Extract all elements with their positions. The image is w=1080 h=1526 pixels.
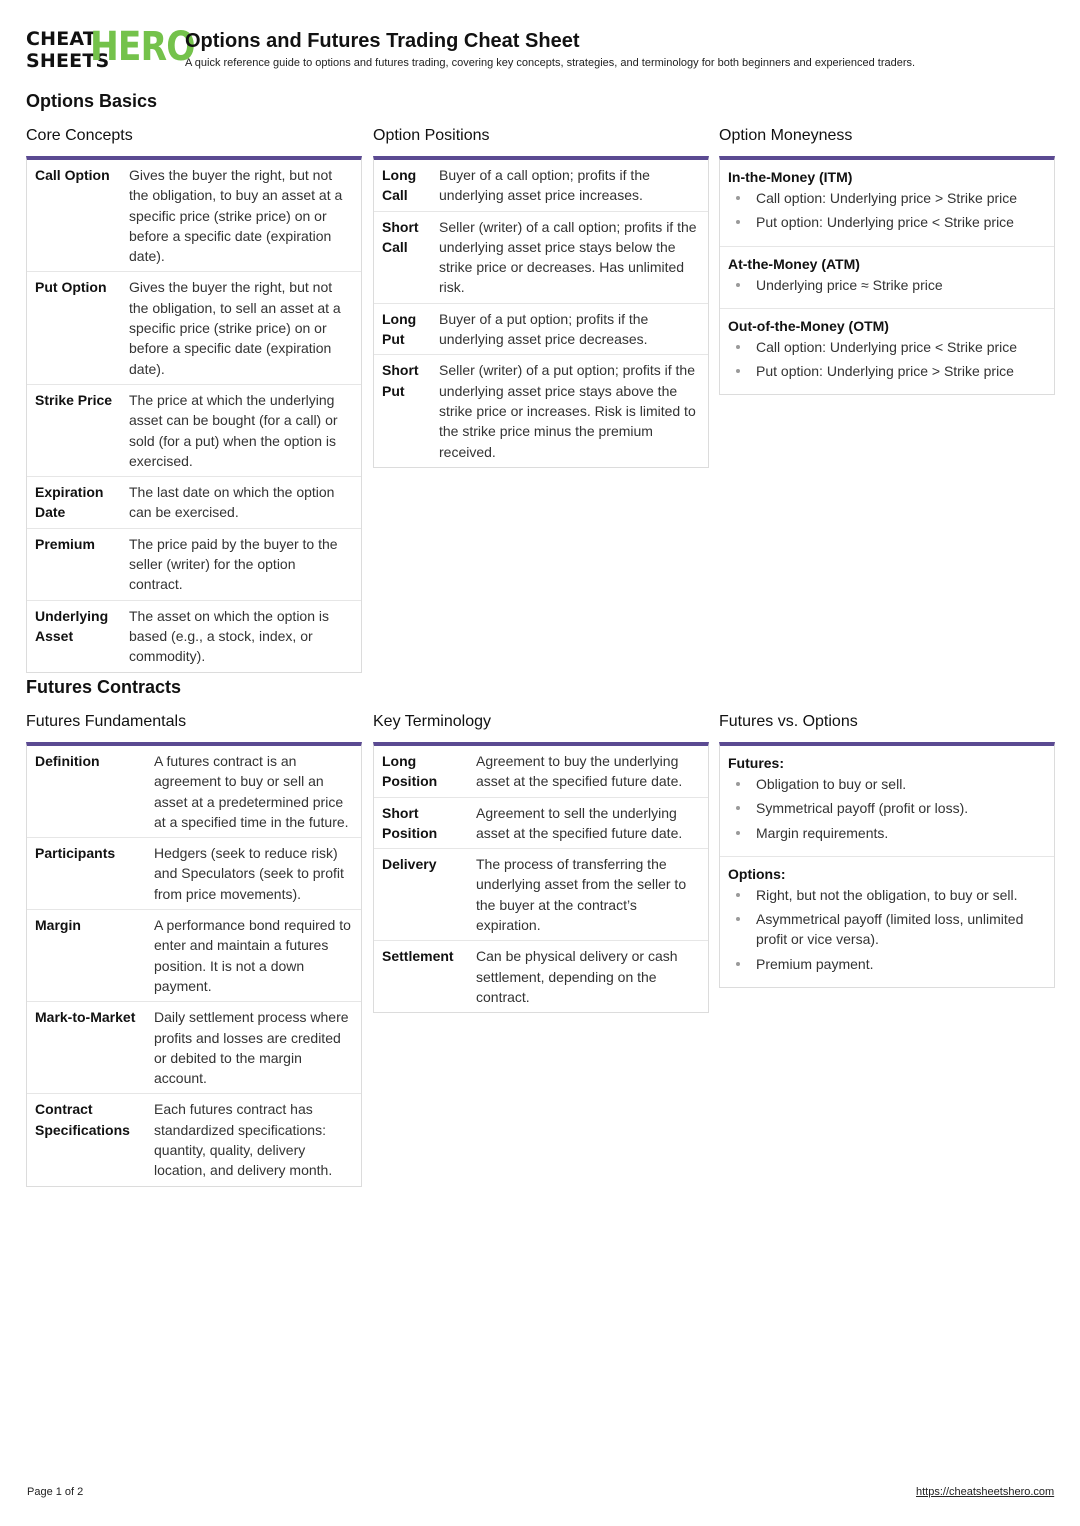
table-row (27, 600, 361, 671)
term-label: Put Option (27, 272, 121, 384)
term-definition: The price paid by the buyer to the seller (writer) for the option contract. (121, 528, 361, 600)
card-option-positions (373, 156, 709, 468)
table-row (374, 211, 708, 303)
term-label: Long Position (382, 753, 438, 790)
term-definition: Can be physical delivery or cash settlement, depending on the contract. (468, 941, 708, 1012)
site-link[interactable]: https://cheatsheetshero.com (916, 1486, 1055, 1498)
list-block (720, 246, 1054, 308)
list-item: Margin requirements. (728, 823, 1046, 843)
list-item: Premium payment. (728, 954, 1046, 974)
block-heading: Out-of-the-Money (OTM) (728, 317, 889, 334)
term-label: Settlement (374, 941, 468, 1012)
table-row (27, 160, 361, 272)
table-row (374, 303, 708, 355)
term-definition: Seller (writer) of a put option; profits if the underlying asset price stays above the strike price or increases. Risk is limited to the strike price minus the premium received. (431, 355, 708, 467)
key-terminology-table (374, 746, 708, 1012)
bullet-list (728, 885, 1046, 974)
list-item: Call option: Underlying price > Strike price (728, 188, 1046, 208)
table-row (27, 384, 361, 476)
term-definition: Hedgers (seek to reduce risk) and Speculators (seek to profit from price movements). (146, 838, 361, 910)
option-positions-table (374, 160, 708, 467)
card-title-core-concepts: Core Concepts (26, 127, 133, 144)
term-definition: Agreement to sell the underlying asset at the specified future date. (468, 797, 708, 849)
term-label: Long Call (382, 167, 417, 204)
card-option-moneyness (719, 156, 1055, 395)
list-item: Symmetrical payoff (profit or loss). (728, 798, 1046, 818)
card-futures-fundamentals (26, 742, 362, 1187)
core-concepts-table (27, 160, 361, 672)
term-definition: Buyer of a call option; profits if the underlying asset price increases. (439, 167, 650, 204)
term-definition: Agreement to buy the underlying asset at the specified future date. (476, 753, 683, 790)
table-row (374, 797, 708, 849)
block-heading: At-the-Money (ATM) (728, 255, 860, 272)
page-title: Options and Futures Trading Cheat Sheet (185, 30, 580, 52)
term-label: Expiration Date (27, 477, 121, 529)
term-label: Contract Specifications (27, 1094, 146, 1186)
logo-wordmark: CHEAT SHEETS (26, 28, 110, 72)
block-heading: In-the-Money (ITM) (728, 169, 853, 185)
cheatsheetshero-logo[interactable] (26, 24, 195, 72)
term-definition: Seller (writer) of a call option; profits if the underlying asset price stays below the strike price or decreases. Has unlimited risk. (431, 211, 708, 303)
card-key-terminology (373, 742, 709, 1013)
term-definition: The asset on which the option is based (e.g., a stock, index, or commodity). (121, 600, 361, 671)
term-definition: Daily settlement process where profits and losses are credited or debited to the margin account. (146, 1002, 361, 1094)
table-row (27, 838, 361, 910)
list-block (720, 308, 1054, 395)
term-definition: A futures contract is an agreement to buy or sell an asset at a predetermined price at a specified time in the future. (154, 753, 349, 830)
term-label: Short Position (374, 797, 468, 849)
term-label: Short Put (374, 355, 431, 467)
list-item: Put option: Underlying price > Strike price (728, 361, 1046, 381)
term-label: Participants (27, 838, 146, 910)
table-row (374, 160, 708, 211)
card-title-option-moneyness: Option Moneyness (719, 127, 853, 144)
term-definition: Gives the buyer the right, but not the obligation, to sell an asset at a specific price (strike price) on or before a specific date (expiration date). (121, 272, 361, 384)
table-row (27, 528, 361, 600)
section-title-options-basics: Options Basics (26, 91, 158, 111)
bullet-list (728, 188, 1046, 233)
block-heading: Options: (728, 865, 786, 882)
list-block (720, 160, 1054, 246)
list-item: Put option: Underlying price < Strike price (728, 212, 1046, 232)
table-row (27, 477, 361, 529)
term-definition: A performance bond required to enter and maintain a futures position. It is not a down payment. (146, 910, 361, 1002)
block-heading: Futures: (728, 755, 784, 771)
list-item: Right, but not the obligation, to buy or sell. (728, 885, 1046, 905)
table-row (374, 849, 708, 941)
term-definition: The price at which the underlying asset can be bought (for a call) or sold (for a put) when the option is exercised. (121, 384, 361, 476)
term-label: Delivery (374, 849, 468, 941)
term-label: Short Call (374, 211, 431, 303)
term-label: Premium (27, 528, 121, 600)
card-title-futures-vs-options: Futures vs. Options (719, 713, 858, 730)
table-row (374, 746, 708, 797)
term-label: Underlying Asset (27, 600, 121, 671)
bullet-list (728, 337, 1046, 382)
card-core-concepts (26, 156, 362, 673)
term-definition: The last date on which the option can be exercised. (121, 477, 361, 529)
term-label: Definition (35, 753, 100, 769)
logo-hero-text: HERO (90, 24, 195, 70)
table-row (27, 1094, 361, 1186)
card-title-futures-fundamentals: Futures Fundamentals (26, 713, 187, 730)
list-item: Call option: Underlying price < Strike price (728, 337, 1046, 357)
term-definition: The process of transferring the underlying asset from the seller to the buyer at the contract’s expiration. (468, 849, 708, 941)
bullet-list (728, 774, 1046, 843)
list-block (720, 746, 1054, 856)
card-futures-vs-options (719, 742, 1055, 988)
page-header (26, 26, 1056, 74)
list-item: Underlying price ≈ Strike price (728, 275, 1046, 295)
table-row (27, 272, 361, 384)
list-block (720, 856, 1054, 987)
card-title-key-terminology: Key Terminology (373, 713, 491, 730)
table-row (374, 941, 708, 1012)
page-subtitle: A quick reference guide to options and futures trading, covering key concepts, strategies, and terminology for both beginners and experienced traders. (185, 57, 916, 69)
term-label: Margin (27, 910, 146, 1002)
term-label: Mark-to-Market (27, 1002, 146, 1094)
term-definition: Each futures contract has standardized specifications: quantity, quality, delivery location, and delivery month. (146, 1094, 361, 1186)
page-number: Page 1 of 2 (27, 1486, 84, 1498)
futures-fundamentals-table (27, 746, 361, 1186)
bullet-list (728, 275, 1046, 295)
term-label: Long Put (374, 303, 431, 355)
term-label: Strike Price (27, 384, 121, 476)
section-title-futures-contracts: Futures Contracts (26, 677, 182, 697)
table-row (374, 355, 708, 467)
term-definition: Gives the buyer the right, but not the obligation, to buy an asset at a specific price (strike price) on or before a specific date (expiration date). (129, 167, 343, 265)
table-row (27, 910, 361, 1002)
list-item: Asymmetrical payoff (limited loss, unlimited profit or vice versa). (728, 909, 1046, 950)
table-row (27, 746, 361, 838)
card-title-option-positions: Option Positions (373, 127, 490, 144)
term-label: Call Option (35, 167, 110, 183)
table-row (27, 1002, 361, 1094)
term-definition: Buyer of a put option; profits if the underlying asset price decreases. (431, 303, 708, 355)
list-item: Obligation to buy or sell. (728, 774, 1046, 794)
